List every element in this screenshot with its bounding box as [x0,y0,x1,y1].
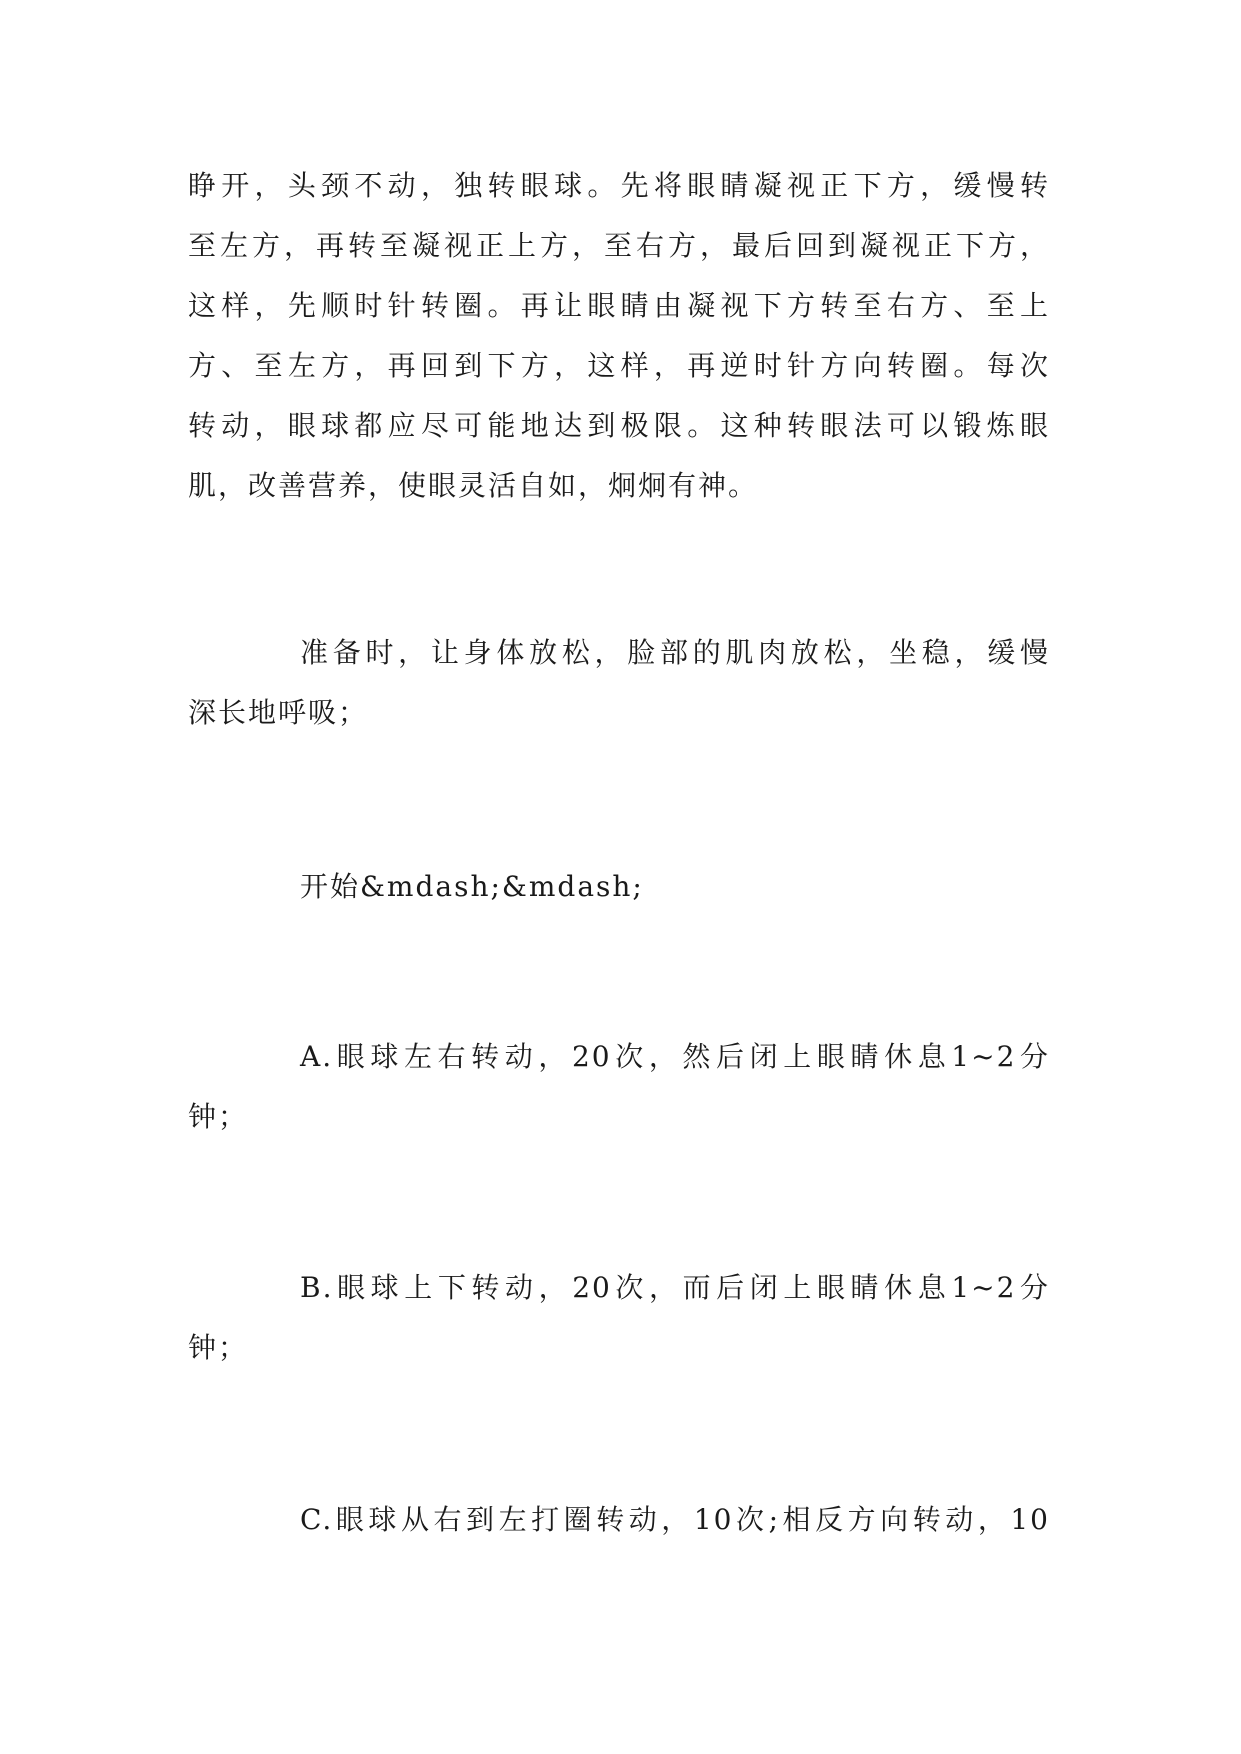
text-line: 深长地呼吸； [188,696,369,729]
text-line: 钟； [188,1331,249,1364]
paragraph-eye-rotation-method [188,156,1050,516]
text-line: 睁开，头颈不动，独转眼球。先将眼睛凝视正下方，缓慢转 [188,169,1050,202]
text-line: 准备时，让身体放松，脸部的肌肉放松，坐稳，缓慢 [300,636,1050,669]
text-line: 肌，改善营养，使眼灵活自如，炯炯有神。 [188,469,759,502]
paragraph-step-b [188,1258,1050,1378]
paragraph-step-a [188,1027,1050,1147]
text-line: C.眼球从右到左打圈转动，10次;相反方向转动，10 [300,1503,1050,1536]
text-line: 转动，眼球都应尽可能地达到极限。这种转眼法可以锻炼眼 [188,409,1050,442]
paragraph-step-c [188,1490,1050,1550]
paragraph-start [188,857,1050,917]
text-line: 开始&mdash;&mdash; [300,870,644,903]
paragraph-preparation [188,623,1050,743]
text-line: A.眼球左右转动，20次，然后闭上眼睛休息1~2分 [300,1040,1050,1073]
text-line: 至左方，再转至凝视正上方，至右方，最后回到凝视正下方， [188,229,1050,262]
text-line: 这样，先顺时针转圈。再让眼睛由凝视下方转至右方、至上 [188,289,1050,322]
text-line: 方、至左方，再回到下方，这样，再逆时针方向转圈。每次 [188,349,1050,382]
text-line: B.眼球上下转动，20次，而后闭上眼睛休息1~2分 [300,1271,1050,1304]
text-line: 钟； [188,1100,249,1133]
